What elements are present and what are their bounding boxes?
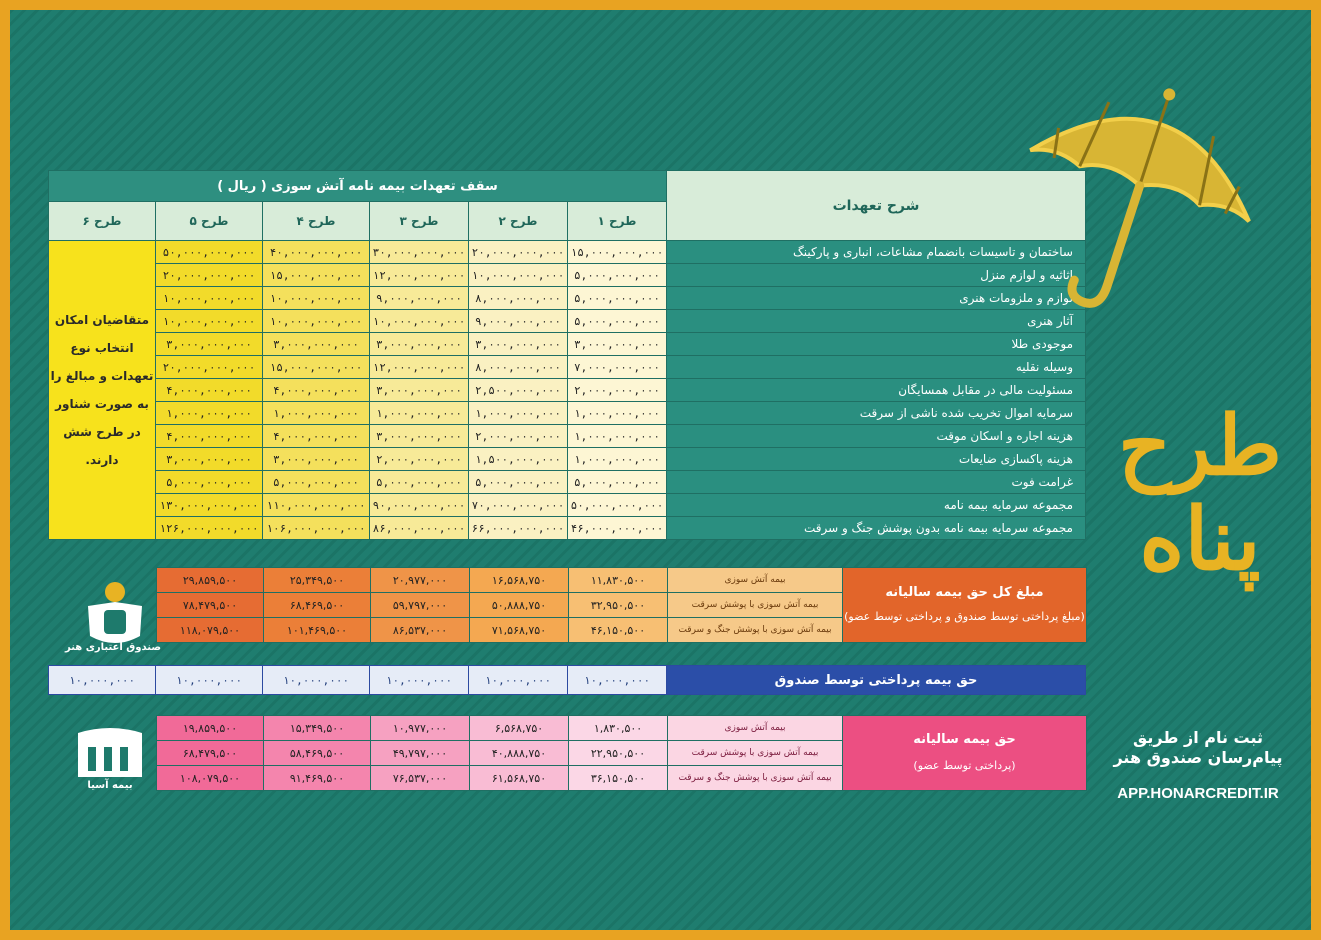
plan-3-premium: ۲۰,۹۷۷,۰۰۰ [371,568,470,593]
table-row [49,494,1086,517]
desc-header: شرح تعهدات [667,171,1086,241]
plan-3-premium: ۵۹,۷۹۷,۰۰۰ [371,593,470,618]
table-row [49,666,1086,695]
table-row [49,287,1086,310]
plan-5-value: ۱۰,۰۰۰,۰۰۰,۰۰۰ [156,310,263,333]
plan-3-value: ۳,۰۰۰,۰۰۰,۰۰۰ [370,333,469,356]
plan-3-fund-payment: ۱۰,۰۰۰,۰۰۰ [370,666,469,695]
plan-4-value: ۳,۰۰۰,۰۰۰,۰۰۰ [263,333,370,356]
plan-4-premium: ۲۵,۳۴۹,۵۰۰ [264,568,371,593]
plan-4-premium: ۹۱,۴۶۹,۵۰۰ [264,766,371,791]
plan-4-value: ۳,۰۰۰,۰۰۰,۰۰۰ [263,448,370,471]
fund-payment-table [48,665,1086,695]
plan-4-value: ۴,۰۰۰,۰۰۰,۰۰۰ [263,425,370,448]
coverage-label: بیمه آتش سوزی با پوشش سرقت [668,741,843,766]
plan-header-2: طرح ۲ [469,202,568,241]
plan-2-value: ۱,۰۰۰,۰۰۰,۰۰۰ [469,402,568,425]
plan-2-premium: ۶,۵۶۸,۷۵۰ [470,716,569,741]
row-label: هزینه پاکسازی ضایعات [667,448,1086,471]
section-title [843,568,1087,643]
plan-1-value: ۱,۰۰۰,۰۰۰,۰۰۰ [568,448,667,471]
table-row [49,356,1086,379]
plan-2-fund-payment: ۱۰,۰۰۰,۰۰۰ [469,666,568,695]
table-row [49,471,1086,494]
plan-3-premium: ۸۶,۵۳۷,۰۰۰ [371,618,470,643]
coverage-label: بیمه آتش سوزی [668,568,843,593]
row-label: مسئولیت مالی در مقابل همسایگان [667,379,1086,402]
row-label: آثار هنری [667,310,1086,333]
table-title: سقف تعهدات بیمه نامه آتش سوزی ( ریال ) [49,171,667,202]
plan-header-1: طرح ۱ [568,202,667,241]
plan-1-fund-payment: ۱۰,۰۰۰,۰۰۰ [568,666,667,695]
brand-line-1: طرح [1118,398,1282,494]
plan-2-value: ۲,۰۰۰,۰۰۰,۰۰۰ [469,425,568,448]
row-label: موجودی طلا [667,333,1086,356]
coverage-table [48,170,1086,540]
plan-1-value: ۵,۰۰۰,۰۰۰,۰۰۰ [568,264,667,287]
plan-2-value: ۹,۰۰۰,۰۰۰,۰۰۰ [469,310,568,333]
plan-3-value: ۵,۰۰۰,۰۰۰,۰۰۰ [370,471,469,494]
plan-5-value: ۵۰,۰۰۰,۰۰۰,۰۰۰ [156,241,263,264]
plan-4-premium: ۶۸,۴۶۹,۵۰۰ [264,593,371,618]
plan-5-premium: ۶۸,۴۷۹,۵۰۰ [157,741,264,766]
umbrella-icon [1000,65,1270,335]
asia-logo-caption: بیمه آسیا [87,780,133,791]
plan-5-value: ۱۳۰,۰۰۰,۰۰۰,۰۰۰ [156,494,263,517]
section-subtitle-text: (مبلغ پرداختی توسط صندوق و پرداختی توسط عضو) [844,610,1085,623]
table-row [49,448,1086,471]
row-label: هزینه اجاره و اسکان موقت [667,425,1086,448]
row-label: مجموعه سرمایه بیمه نامه [667,494,1086,517]
plan-1-value: ۲,۰۰۰,۰۰۰,۰۰۰ [568,379,667,402]
section-title-text: حق بیمه سالیانه [913,732,1016,747]
plan-header-3: طرح ۳ [370,202,469,241]
row-label: مجموعه سرمایه بیمه نامه بدون پوشش جنگ و سرقت [667,517,1086,540]
plan-4-value: ۴۰,۰۰۰,۰۰۰,۰۰۰ [263,241,370,264]
plan-3-value: ۱۰,۰۰۰,۰۰۰,۰۰۰ [370,310,469,333]
section-title-text: مبلغ کل حق بیمه سالیانه [885,585,1044,600]
row-label: غرامت فوت [667,471,1086,494]
plan-4-value: ۱۰,۰۰۰,۰۰۰,۰۰۰ [263,287,370,310]
plan-4-premium: ۱۵,۳۴۹,۵۰۰ [264,716,371,741]
fund-logo-caption: صندوق اعتباری هنر [65,642,161,653]
plan-1-premium: ۱۱,۸۳۰,۵۰۰ [569,568,668,593]
row-label: وسیله نقلیه [667,356,1086,379]
plan-1-value: ۱,۰۰۰,۰۰۰,۰۰۰ [568,425,667,448]
coverage-label: بیمه آتش سوزی با پوشش جنگ و سرقت [668,766,843,791]
plan-5-value: ۱,۰۰۰,۰۰۰,۰۰۰ [156,402,263,425]
plan-4-premium: ۱۰۱,۴۶۹,۵۰۰ [264,618,371,643]
plan-5-premium: ۱۰۸,۰۷۹,۵۰۰ [157,766,264,791]
section-subtitle-text: (پرداختی توسط عضو) [913,759,1016,772]
plan-3-value: ۳,۰۰۰,۰۰۰,۰۰۰ [370,425,469,448]
plan-5-premium: ۲۹,۸۵۹,۵۰۰ [157,568,264,593]
plan-3-value: ۲,۰۰۰,۰۰۰,۰۰۰ [370,448,469,471]
total-premium-table [156,567,1087,643]
plan-5-premium: ۷۸,۴۷۹,۵۰۰ [157,593,264,618]
register-info [1098,728,1298,768]
coverage-label: بیمه آتش سوزی [668,716,843,741]
plan-4-value: ۱,۰۰۰,۰۰۰,۰۰۰ [263,402,370,425]
plan-2-value: ۷۰,۰۰۰,۰۰۰,۰۰۰ [469,494,568,517]
plan-2-value: ۶۶,۰۰۰,۰۰۰,۰۰۰ [469,517,568,540]
table-row [49,241,1086,264]
plan-2-premium: ۴۰,۸۸۸,۷۵۰ [470,741,569,766]
plan-4-value: ۱۰,۰۰۰,۰۰۰,۰۰۰ [263,310,370,333]
table-row [49,425,1086,448]
plan-3-value: ۹۰,۰۰۰,۰۰۰,۰۰۰ [370,494,469,517]
member-premium-table [156,715,1087,791]
plan-1-value: ۱,۰۰۰,۰۰۰,۰۰۰ [568,402,667,425]
plan-3-value: ۱۲,۰۰۰,۰۰۰,۰۰۰ [370,264,469,287]
plan-4-value: ۵,۰۰۰,۰۰۰,۰۰۰ [263,471,370,494]
plan-2-value: ۸,۰۰۰,۰۰۰,۰۰۰ [469,287,568,310]
table-row [49,264,1086,287]
plan-2-value: ۲,۵۰۰,۰۰۰,۰۰۰ [469,379,568,402]
plan-5-value: ۳,۰۰۰,۰۰۰,۰۰۰ [156,333,263,356]
plan-3-premium: ۴۹,۷۹۷,۰۰۰ [371,741,470,766]
register-line-1: ثبت نام از طریق [1132,728,1264,747]
row-label: ساختمان و تاسیسات بانضمام مشاعات، انباری و پارکینگ [667,241,1086,264]
plan-4-fund-payment: ۱۰,۰۰۰,۰۰۰ [263,666,370,695]
plan-4-value: ۱۵,۰۰۰,۰۰۰,۰۰۰ [263,356,370,379]
plan-1-value: ۳,۰۰۰,۰۰۰,۰۰۰ [568,333,667,356]
plan-5-value: ۴,۰۰۰,۰۰۰,۰۰۰ [156,425,263,448]
plan-3-value: ۱۲,۰۰۰,۰۰۰,۰۰۰ [370,356,469,379]
plan-1-premium: ۳۶,۱۵۰,۵۰۰ [569,766,668,791]
table-row [157,568,1087,593]
table-row [49,333,1086,356]
plan-4-value: ۱۰۶,۰۰۰,۰۰۰,۰۰۰ [263,517,370,540]
plan-1-value: ۵,۰۰۰,۰۰۰,۰۰۰ [568,471,667,494]
plan-5-value: ۲۰,۰۰۰,۰۰۰,۰۰۰ [156,264,263,287]
brand-title [1100,400,1300,588]
plan-header-6: طرح ۶ [49,202,156,241]
plan-5-fund-payment: ۱۰,۰۰۰,۰۰۰ [156,666,263,695]
plan-5-value: ۳,۰۰۰,۰۰۰,۰۰۰ [156,448,263,471]
coverage-label: بیمه آتش سوزی با پوشش جنگ و سرقت [668,618,843,643]
asia-insurance-logo [70,725,150,805]
plan-2-value: ۸,۰۰۰,۰۰۰,۰۰۰ [469,356,568,379]
table-row [49,402,1086,425]
section-title [843,716,1087,791]
table-row [49,310,1086,333]
plan-5-value: ۱۰,۰۰۰,۰۰۰,۰۰۰ [156,287,263,310]
plan-1-premium: ۴۶,۱۵۰,۵۰۰ [569,618,668,643]
row-label: سرمایه اموال تخریب شده ناشی از سرقت [667,402,1086,425]
brand-line-2: پناه [1139,489,1261,590]
plan-3-value: ۳,۰۰۰,۰۰۰,۰۰۰ [370,379,469,402]
plan-1-premium: ۱,۸۳۰,۵۰۰ [569,716,668,741]
plan-4-value: ۱۱۰,۰۰۰,۰۰۰,۰۰۰ [263,494,370,517]
row-label: اثاثیه و لوازم منزل [667,264,1086,287]
plan-2-premium: ۱۶,۵۶۸,۷۵۰ [470,568,569,593]
plan-2-value: ۱۰,۰۰۰,۰۰۰,۰۰۰ [469,264,568,287]
table-row [49,517,1086,540]
plan-1-value: ۴۶,۰۰۰,۰۰۰,۰۰۰ [568,517,667,540]
plan-5-premium: ۱۹,۸۵۹,۵۰۰ [157,716,264,741]
plan-1-value: ۵,۰۰۰,۰۰۰,۰۰۰ [568,287,667,310]
plan-5-value: ۱۲۶,۰۰۰,۰۰۰,۰۰۰ [156,517,263,540]
plan-3-value: ۱,۰۰۰,۰۰۰,۰۰۰ [370,402,469,425]
plan-3-value: ۹,۰۰۰,۰۰۰,۰۰۰ [370,287,469,310]
plan6-note: متقاضیان امکان انتخاب نوع تعهدات و مبالغ را به صورت شناور در طرح شش دارند. [49,241,156,540]
plan-4-value: ۱۵,۰۰۰,۰۰۰,۰۰۰ [263,264,370,287]
plan-2-value: ۲۰,۰۰۰,۰۰۰,۰۰۰ [469,241,568,264]
register-url[interactable]: APP.HONARCREDIT.IR [1117,785,1279,802]
plan-1-value: ۵,۰۰۰,۰۰۰,۰۰۰ [568,310,667,333]
plan-2-value: ۱,۵۰۰,۰۰۰,۰۰۰ [469,448,568,471]
plan-4-value: ۴,۰۰۰,۰۰۰,۰۰۰ [263,379,370,402]
plan-1-value: ۵۰,۰۰۰,۰۰۰,۰۰۰ [568,494,667,517]
plan-header-5: طرح ۵ [156,202,263,241]
table-row [157,716,1087,741]
plan-3-value: ۸۶,۰۰۰,۰۰۰,۰۰۰ [370,517,469,540]
row-label: لوازم و ملزومات هنری [667,287,1086,310]
plan-5-value: ۵,۰۰۰,۰۰۰,۰۰۰ [156,471,263,494]
plan-5-value: ۴,۰۰۰,۰۰۰,۰۰۰ [156,379,263,402]
plan-5-premium: ۱۱۸,۰۷۹,۵۰۰ [157,618,264,643]
plan-3-premium: ۱۰,۹۷۷,۰۰۰ [371,716,470,741]
coverage-label: بیمه آتش سوزی با پوشش سرقت [668,593,843,618]
register-line-2: پیام‌رسان صندوق هنر [1113,748,1283,767]
fund-payment-title: حق بیمه پرداختی توسط صندوق [667,666,1086,695]
plan-2-premium: ۶۱,۵۶۸,۷۵۰ [470,766,569,791]
plan-2-premium: ۷۱,۵۶۸,۷۵۰ [470,618,569,643]
plan-1-premium: ۳۲,۹۵۰,۵۰۰ [569,593,668,618]
plan-6-fund-payment: ۱۰,۰۰۰,۰۰۰ [49,666,156,695]
table-row [49,379,1086,402]
plan-1-value: ۱۵,۰۰۰,۰۰۰,۰۰۰ [568,241,667,264]
plan-2-value: ۵,۰۰۰,۰۰۰,۰۰۰ [469,471,568,494]
plan-1-premium: ۲۲,۹۵۰,۵۰۰ [569,741,668,766]
plan-2-value: ۳,۰۰۰,۰۰۰,۰۰۰ [469,333,568,356]
plan-3-value: ۳۰,۰۰۰,۰۰۰,۰۰۰ [370,241,469,264]
plan-5-value: ۲۰,۰۰۰,۰۰۰,۰۰۰ [156,356,263,379]
plan-header-4: طرح ۴ [263,202,370,241]
plan-2-premium: ۵۰,۸۸۸,۷۵۰ [470,593,569,618]
plan-3-premium: ۷۶,۵۳۷,۰۰۰ [371,766,470,791]
plan-1-value: ۷,۰۰۰,۰۰۰,۰۰۰ [568,356,667,379]
plan-4-premium: ۵۸,۴۶۹,۵۰۰ [264,741,371,766]
